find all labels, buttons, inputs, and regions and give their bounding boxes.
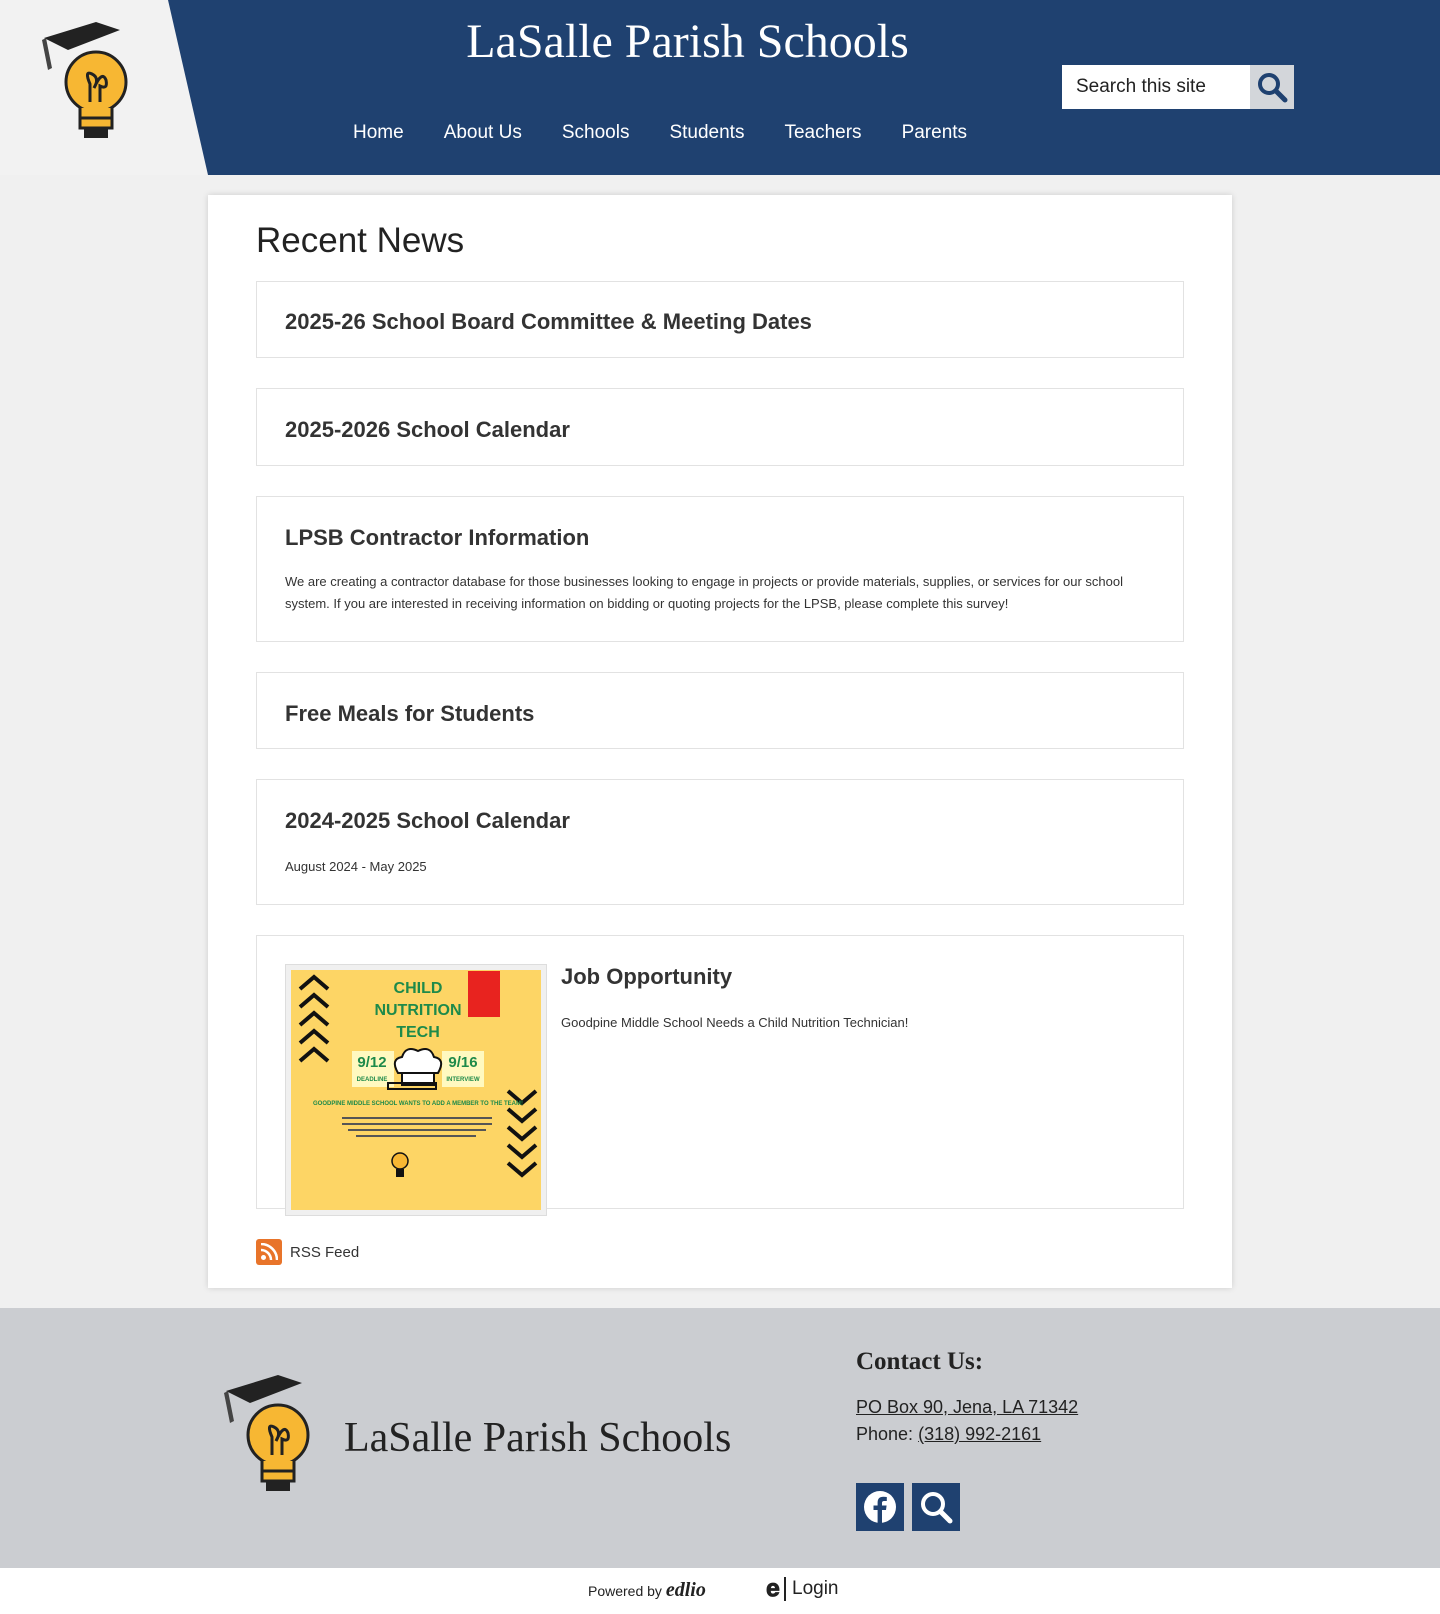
footer-logo-icon	[216, 1373, 316, 1503]
news-description: Goodpine Middle School Needs a Child Nutrition Technician!	[561, 1015, 909, 1030]
facebook-icon	[863, 1490, 897, 1524]
news-title[interactable]: 2025-26 School Board Committee & Meeting Dates	[285, 309, 812, 334]
flyer-deadline-label: DEADLINE	[356, 1077, 388, 1083]
news-description: August 2024 - May 2025	[285, 859, 427, 874]
flyer-graphic	[286, 965, 546, 1215]
edlio-e-icon: 𝐞	[766, 1577, 786, 1601]
search-button[interactable]	[1250, 65, 1294, 109]
news-item[interactable]	[256, 388, 1184, 466]
social-links	[856, 1483, 960, 1531]
login-label: Login	[792, 1578, 839, 1599]
flyer-line3: TECH	[396, 1024, 440, 1041]
news-title[interactable]: 2024-2025 School Calendar	[285, 808, 570, 833]
news-item[interactable]	[256, 935, 1184, 1209]
site-footer	[0, 1308, 1440, 1568]
powered-by-edlio[interactable]	[588, 1579, 706, 1602]
news-item[interactable]	[256, 779, 1184, 905]
flyer-interview-date: 9/16	[448, 1054, 478, 1071]
news-item[interactable]	[256, 496, 1184, 642]
nav-home[interactable]: Home	[353, 122, 404, 143]
rss-label: RSS Feed	[290, 1243, 360, 1261]
news-title[interactable]: 2025-2026 School Calendar	[285, 417, 570, 442]
footer-title: LaSalle Parish Schools	[344, 1415, 732, 1461]
news-title[interactable]: Free Meals for Students	[285, 701, 535, 726]
flyer-interview-label: INTERVIEW	[446, 1077, 480, 1083]
address-link[interactable]: PO Box 90, Jena, LA 71342	[856, 1397, 1079, 1417]
nav-teachers[interactable]: Teachers	[784, 122, 862, 143]
flyer-line1: CHILD	[393, 980, 443, 997]
contact-block	[856, 1348, 1078, 1448]
news-description: We are creating a contractor database for those businesses looking to engage in projects or provide materials, supplies, or services for our school system. If you are interested in receiving information on bidding or quoting projects for the LPSB, please complete this survey!	[285, 574, 1123, 611]
logo-area	[0, 0, 208, 175]
site-header	[0, 0, 1440, 175]
flyer-line2: NUTRITION	[374, 1002, 462, 1019]
main-nav	[353, 122, 1007, 144]
news-title[interactable]: LPSB Contractor Information	[285, 525, 590, 550]
phone-label: Phone:	[856, 1424, 914, 1444]
footer-search-button[interactable]	[912, 1483, 960, 1531]
job-flyer-image[interactable]	[285, 964, 547, 1216]
nav-parents[interactable]: Parents	[901, 122, 968, 143]
school-logo-icon[interactable]	[34, 20, 134, 150]
nav-students[interactable]: Students	[669, 122, 745, 143]
search-icon	[919, 1490, 953, 1524]
facebook-button[interactable]	[856, 1483, 904, 1531]
flyer-deadline-date: 9/12	[357, 1054, 387, 1071]
bottom-bar	[0, 1568, 1440, 1614]
contact-heading: Contact Us:	[856, 1348, 984, 1375]
search-box	[1062, 65, 1294, 109]
news-title[interactable]: Job Opportunity	[561, 964, 733, 989]
news-item[interactable]	[256, 672, 1184, 749]
powered-by-label: Powered by	[588, 1583, 662, 1599]
news-item[interactable]	[256, 281, 1184, 358]
search-icon	[1256, 71, 1288, 103]
login-link[interactable]	[766, 1577, 839, 1601]
phone-link[interactable]: (318) 992-2161	[918, 1424, 1042, 1444]
page-heading: Recent News	[256, 221, 465, 260]
edlio-brand: edlio	[665, 1579, 706, 1601]
news-panel	[208, 195, 1232, 1288]
rss-feed-link[interactable]	[256, 1239, 359, 1265]
site-title[interactable]: LaSalle Parish Schools	[466, 15, 909, 68]
search-input[interactable]	[1062, 65, 1250, 109]
nav-about-us[interactable]: About Us	[443, 122, 522, 143]
nav-schools[interactable]: Schools	[561, 122, 630, 143]
rss-icon	[256, 1239, 282, 1265]
flyer-headline: GOODPINE MIDDLE SCHOOL WANTS TO ADD A MEMBER TO THE TEAM!	[312, 1101, 524, 1107]
